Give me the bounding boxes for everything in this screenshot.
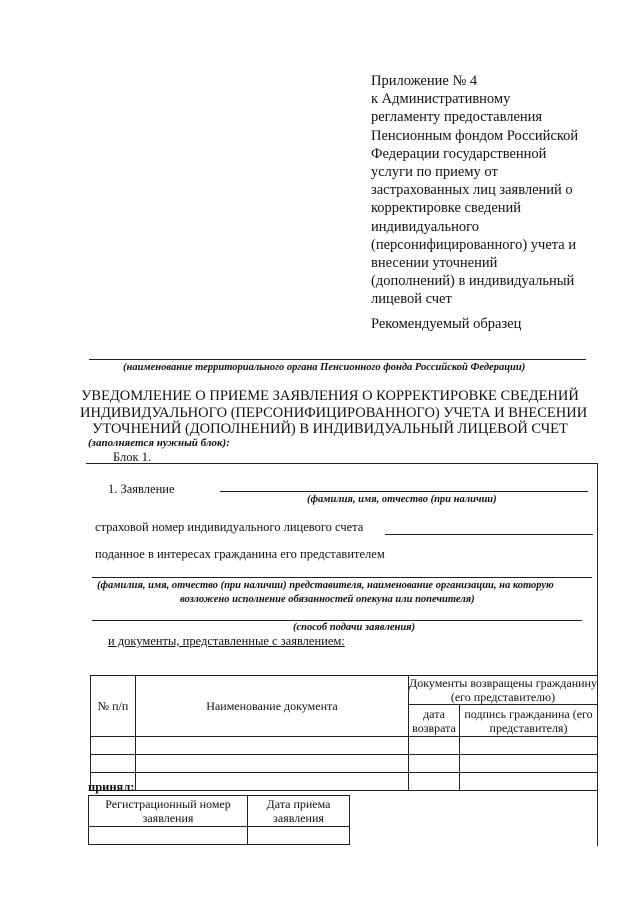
table-cell[interactable] [91,755,136,773]
annex-line: регламенту предоставления [371,109,543,126]
col-date-header: Дата приема заявления [248,796,350,827]
table-cell[interactable] [460,755,598,773]
col-reg-number-header: Регистрационный номер заявления [89,796,248,827]
submission-caption: (способ подачи заявления) [293,622,416,633]
annex-line: застрахованных лиц заявлений о [371,182,573,199]
table-cell[interactable] [409,737,460,755]
reg-date-cell[interactable] [248,827,350,845]
annex-line: Пенсионным фондом Российской [371,127,579,144]
title-line: УВЕДОМЛЕНИЕ О ПРИЕМЕ ЗАЯВЛЕНИЯ О КОРРЕКТИРОВКЕ СВЕДЕНИЙ [81,388,579,404]
organ-caption: (наименование территориального органа Пенсионного фонда Российской Федерации) [123,362,526,373]
registration-table [88,795,350,845]
accepted-label: принял: [88,780,135,794]
submission-line[interactable] [92,620,582,621]
table-cell[interactable] [409,755,460,773]
title-line: ИНДИВИДУАЛЬНОГО (ПЕРСОНИФИЦИРОВАННОГО) УЧЕТА И ВНЕСЕНИИ [80,404,588,421]
annex-line: Приложение № 4 [371,73,478,89]
rep-caption-1: (фамилия, имя, отчество (при наличии) представителя, наименование организации, на которую [97,580,554,591]
col-num-header: № п/п [91,676,136,737]
table-row [89,827,350,845]
documents-intro: и документы, представленные с заявлением: [108,634,345,648]
statement-label: 1. Заявление [108,482,175,496]
annex-line: (персонифицированного) учета и [371,236,577,253]
sample-label: Рекомендуемый образец [371,316,522,332]
table-row [91,773,598,791]
annex-line: к Административному [371,91,511,108]
fio-caption: (фамилия, имя, отчество (при наличии) [307,494,497,505]
title-line: УТОЧНЕНИЙ (ДОПОЛНЕНИЙ) В ИНДИВИДУАЛЬНЫЙ ЛИЦЕВОЙ СЧЕТ [92,421,568,437]
annex-line: Федерации государственной [371,145,547,162]
organ-name-line[interactable] [89,359,586,360]
reg-number-cell[interactable] [89,827,248,845]
representative-line[interactable] [92,577,592,578]
block-label: Блок 1. [113,450,152,464]
col-return-date-header: дата возврата [409,705,460,737]
table-cell[interactable] [136,737,409,755]
documents-table [90,675,598,791]
table-cell[interactable] [136,773,409,791]
annex-line: индивидуального [371,218,479,235]
rep-caption-2: возложено исполнение обязанностей опекуна или попечителя) [180,594,475,605]
table-cell[interactable] [136,755,409,773]
representative-label: поданное в интересах гражданина его представителем [95,547,385,561]
snils-label: страховой номер индивидуального лицевого счета [95,520,364,534]
col-returned-header: Документы возвращены гражданину (его представителю) [409,676,597,704]
document-title [80,388,588,438]
table-row [91,755,598,773]
col-name-header: Наименование документа [136,676,409,737]
annex-line: лицевой счет [371,291,452,308]
table-row [91,737,598,755]
annex-line: услуги по приему от [371,164,498,181]
table-cell[interactable] [460,737,598,755]
annex-line: (дополнений) в индивидуальный [371,273,575,290]
applicant-fio-line[interactable] [220,491,588,492]
annex-line: внесении уточнений [371,255,498,272]
fill-note: (заполняется нужный блок): [88,437,230,449]
table-cell[interactable] [91,737,136,755]
annex-line: корректировке сведений [371,200,522,217]
table-cell[interactable] [409,773,460,791]
col-signature-header: подпись гражданина (его представителя) [460,705,598,737]
annex-heading [371,72,621,309]
table-cell[interactable] [460,773,598,791]
snils-line[interactable] [385,534,593,535]
